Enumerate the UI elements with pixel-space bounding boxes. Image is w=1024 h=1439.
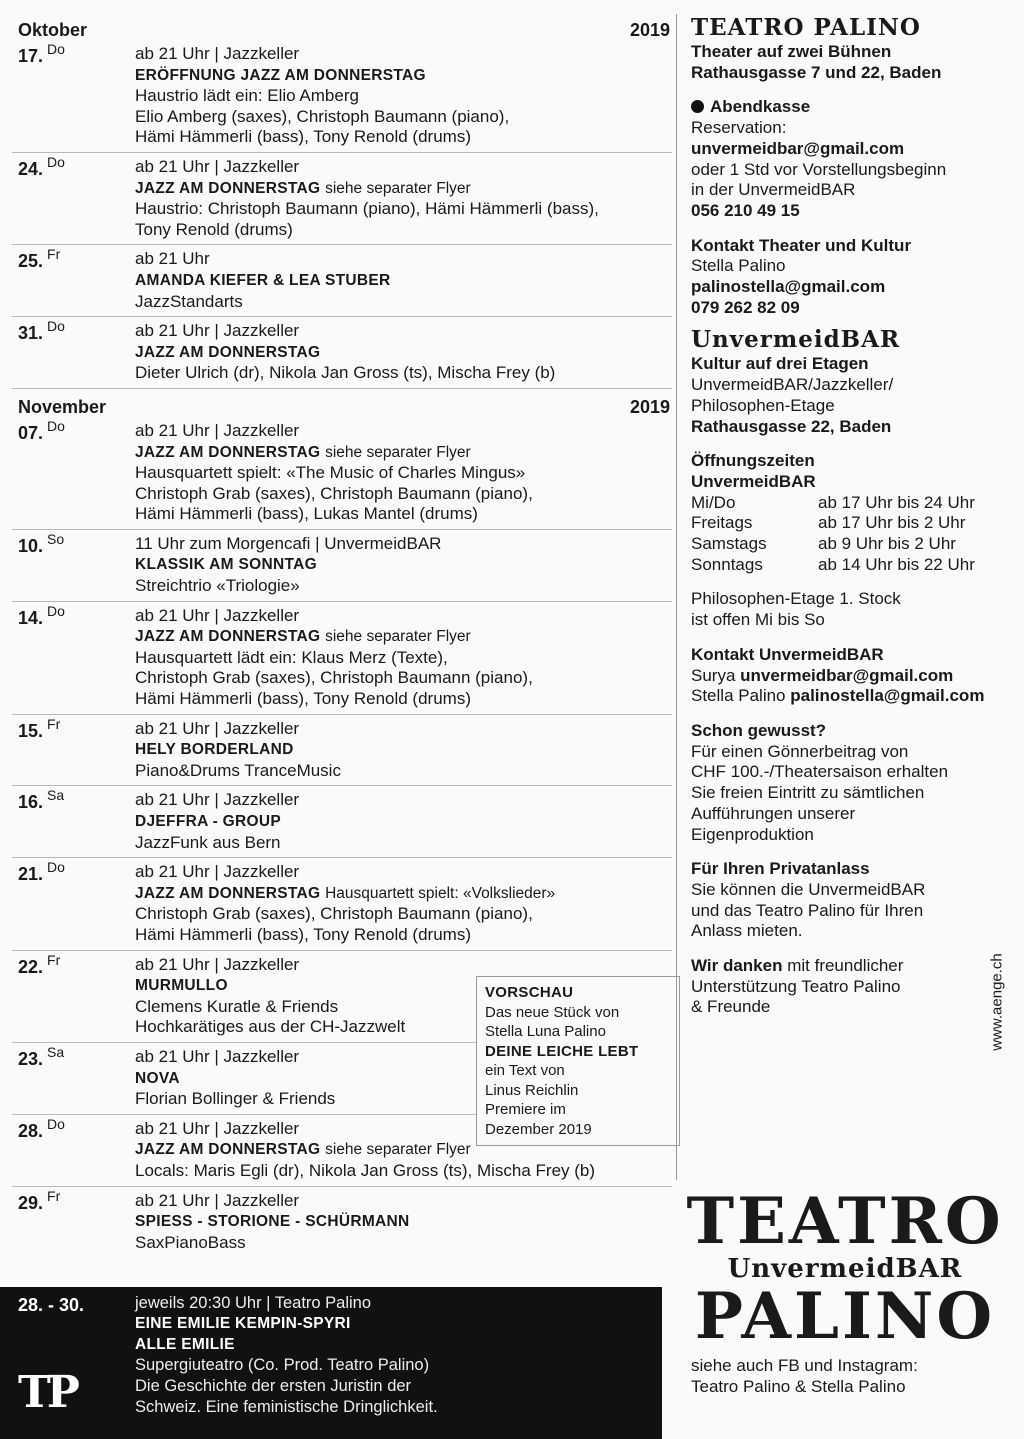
event-date (18, 1043, 65, 1070)
event-time-venue: ab 21 Uhr | Jazzkeller (135, 1118, 300, 1138)
hours-row: Sonntags ab 14 Uhr bis 22 Uhr (691, 554, 975, 574)
event-detail: Tony Renold (drums) (135, 219, 293, 239)
special-time: jeweils 20:30 Uhr | Teatro Palino (135, 1294, 372, 1312)
event-detail: Hausquartett spielt: «The Music of Charles Mingus» (135, 463, 526, 483)
preview-line: Dezember 2019 (485, 1120, 592, 1138)
event-time-venue: ab 21 Uhr | Jazzkeller (135, 954, 300, 974)
event-body (135, 44, 672, 148)
event-body (135, 534, 672, 597)
reservation-label: Reservation: (691, 118, 787, 138)
event-weekday: Sa (47, 1043, 65, 1060)
event-date (18, 246, 61, 272)
reservation-phone[interactable]: 056 210 49 15 (691, 200, 800, 220)
event-day: 25. (18, 251, 44, 272)
event-detail: Christoph Grab (saxes), Christoph Baumann (piano), (135, 483, 533, 503)
event-weekday: Sa (47, 787, 65, 804)
event-row (12, 417, 672, 530)
event-time-venue: ab 21 Uhr | Jazzkeller (135, 1190, 300, 1210)
event-time-venue: ab 21 Uhr | Jazzkeller (135, 790, 300, 810)
thanks-line: & Freunde (691, 997, 771, 1017)
logo-line: TEATRO (686, 1184, 1004, 1259)
logo-line: UnvermeidBAR (727, 1254, 963, 1284)
special-event-box (0, 1287, 662, 1439)
event-time-venue: ab 21 Uhr | Jazzkeller (135, 1046, 300, 1066)
event-date (18, 859, 65, 885)
event-body (135, 719, 672, 782)
event-title-line (135, 1211, 672, 1233)
event-title: HELY BORDERLAND (135, 741, 294, 759)
contact-name: Stella Palino (691, 256, 786, 276)
event-note: Hausquartett spielt: «Volkslieder» (325, 884, 556, 902)
event-day: 14. (18, 607, 44, 628)
bar-contact-heading: Kontakt UnvermeidBAR (691, 644, 884, 664)
event-weekday: Fr (47, 1187, 61, 1204)
bar-subtitle: Kultur auf drei Etagen (691, 354, 869, 374)
event-title: ERÖFFNUNG JAZZ AM DONNERSTAG (135, 66, 426, 84)
event-title: NOVA (135, 1069, 180, 1087)
month-name: Oktober (18, 20, 88, 40)
preview-line: Premiere im (485, 1101, 566, 1118)
theater-address: Rathausgasse 7 und 22, Baden (691, 62, 942, 82)
event-time-venue: ab 21 Uhr (135, 249, 210, 269)
private-line: und das Teatro Palino für Ihren (691, 900, 924, 920)
event-detail: JazzFunk aus Bern (135, 832, 281, 852)
event-title-line (135, 626, 672, 648)
hours-row: Mi/Do ab 17 Uhr bis 24 Uhr (691, 492, 975, 512)
preview-heading: VORSCHAU (485, 984, 574, 1001)
event-title: SPIESS - STORIONE - SCHÜRMANN (135, 1213, 410, 1231)
event-row (12, 40, 672, 153)
tp-logo: TP (18, 1367, 76, 1418)
event-date (18, 787, 65, 813)
event-day: 22. (18, 956, 44, 977)
etage-line: Philosophen-Etage 1. Stock (691, 589, 901, 609)
hours-row: Freitags ab 17 Uhr bis 2 Uhr (691, 513, 966, 533)
event-note: siehe separater Flyer (325, 628, 471, 646)
event-weekday: Do (47, 318, 65, 335)
special-title-1: EINE EMILIE KEMPIN-SPYRI (135, 1314, 351, 1332)
event-detail: Hochkarätiges aus der CH-Jazzwelt (135, 1017, 406, 1037)
event-row (12, 1187, 672, 1258)
event-weekday: Do (47, 859, 65, 876)
bar-contact-email[interactable]: palinostella@gmail.com (790, 686, 985, 706)
known-line: Für einen Gönnerbeitrag von (691, 741, 909, 761)
event-title: JAZZ AM DONNERSTAG (135, 884, 321, 902)
event-time-venue: ab 21 Uhr | Jazzkeller (135, 321, 300, 341)
event-day: 24. (18, 158, 44, 179)
event-time-venue: ab 21 Uhr | Jazzkeller (135, 862, 300, 882)
event-title: JAZZ AM DONNERSTAG (135, 443, 321, 461)
event-day: 21. (18, 864, 44, 885)
preview-line: Stella Luna Palino (485, 1023, 606, 1040)
event-weekday: Do (47, 417, 65, 434)
event-weekday: Fr (47, 951, 61, 968)
private-heading: Für Ihren Privatanlass (691, 859, 870, 879)
abendkasse-heading: Abendkasse (691, 97, 1011, 118)
event-title-line (135, 554, 672, 576)
event-detail: Hämi Hämmerli (bass), Lukas Mantel (drums) (135, 504, 478, 524)
event-day: 07. (18, 422, 44, 443)
event-row (12, 317, 672, 389)
event-weekday: So (47, 530, 65, 547)
event-time-venue: ab 21 Uhr | Jazzkeller (135, 420, 300, 440)
event-day: 17. (18, 46, 44, 66)
month-name: November (18, 396, 107, 417)
event-day: 10. (18, 535, 44, 556)
event-time-venue: ab 21 Uhr | Jazzkeller (135, 605, 300, 625)
teatro-palino-logo (680, 1184, 1010, 1354)
event-row (12, 530, 672, 602)
event-date (18, 715, 61, 742)
event-title: JAZZ AM DONNERSTAG (135, 628, 321, 646)
preview-line: Das neue Stück von (485, 1003, 620, 1021)
special-title-2: ALLE EMILIE (135, 1335, 235, 1353)
event-weekday: Fr (47, 246, 61, 263)
special-line: Schweiz. Eine feministische Dringlichkeit. (135, 1397, 438, 1416)
event-time-venue: 11 Uhr zum Morgencafi | UnvermeidBAR (135, 533, 442, 553)
month-header-november (12, 391, 672, 417)
event-date (18, 153, 65, 180)
event-weekday: Do (47, 1115, 65, 1132)
event-title-line (135, 442, 672, 464)
month-year: 2019 (629, 20, 670, 40)
event-title: AMANDA KIEFER & LEA STUBER (135, 271, 391, 289)
event-body (135, 421, 672, 525)
preview-line: Linus Reichlin (485, 1081, 579, 1099)
theater-name: TEATRO PALINO (691, 14, 921, 41)
private-line: Sie können die UnvermeidBAR (691, 879, 926, 899)
event-detail: Streichtrio «Triologie» (135, 576, 300, 596)
contact-heading: Kontakt Theater und Kultur (691, 235, 912, 255)
event-title: JAZZ AM DONNERSTAG (135, 1141, 321, 1159)
event-body (135, 321, 672, 384)
event-weekday: Fr (47, 715, 61, 732)
event-title: JAZZ AM DONNERSTAG (135, 343, 321, 361)
column-divider (676, 14, 677, 1180)
event-detail: Haustrio lädt ein: Elio Amberg (135, 86, 359, 106)
social-info (691, 1356, 918, 1397)
event-detail: Clemens Kuratle & Friends (135, 996, 339, 1016)
special-body (135, 1293, 438, 1418)
event-title: DJEFFRA - GROUP (135, 813, 282, 830)
event-note: siehe separater Flyer (325, 443, 471, 461)
logo-line: PALINO (694, 1279, 996, 1354)
special-date: 28. - 30. (18, 1295, 85, 1315)
event-row (12, 153, 672, 245)
event-date (18, 1187, 61, 1214)
bar-address: Rathausgasse 22, Baden (691, 416, 892, 436)
thanks-line: Wir danken mit freundlicher (691, 956, 904, 976)
event-weekday: Do (47, 41, 65, 57)
event-detail: Dieter Ulrich (dr), Nikola Jan Gross (ts), Mischa Frey (b) (135, 363, 556, 383)
event-detail: Hämi Hämmerli (bass), Tony Renold (drums) (135, 127, 471, 147)
bar-line: Philosophen-Etage (691, 395, 835, 415)
event-title: MURMULLO (135, 977, 228, 995)
event-weekday: Do (47, 153, 65, 170)
hours-subheading: UnvermeidBAR (691, 471, 816, 491)
event-date (18, 602, 65, 629)
event-day: 28. (18, 1120, 44, 1141)
known-line: CHF 100.-/Theatersaison erhalten (691, 762, 949, 782)
preview-play-title: DEINE LEICHE LEBT (485, 1042, 639, 1060)
event-list-oktober (12, 40, 672, 389)
event-day: 29. (18, 1192, 44, 1213)
event-detail: Haustrio: Christoph Baumann (piano), Hämi Hämmerli (bass), (135, 199, 599, 219)
event-row (12, 602, 672, 715)
reservation-line: in der UnvermeidBAR (691, 180, 856, 200)
event-time-venue: ab 21 Uhr | Jazzkeller (135, 718, 300, 738)
event-detail: Elio Amberg (saxes), Christoph Baumann (piano), (135, 106, 510, 126)
social-line: Teatro Palino & Stella Palino (691, 1376, 906, 1396)
bar-contact-email[interactable]: unvermeidbar@gmail.com (740, 665, 954, 685)
event-detail: Hämi Hämmerli (bass), Tony Renold (drums) (135, 689, 471, 709)
preview-box (476, 976, 680, 1146)
contact-email[interactable]: palinostella@gmail.com (691, 277, 886, 297)
special-line: Die Geschichte der ersten Juristin der (135, 1377, 412, 1396)
event-body (135, 249, 672, 312)
bullet-dot-icon (691, 100, 704, 113)
event-day: 15. (18, 720, 44, 741)
known-heading: Schon gewusst? (691, 720, 827, 740)
event-detail: Christoph Grab (saxes), Christoph Baumann (piano), (135, 904, 533, 924)
event-body (135, 790, 672, 853)
event-detail: Piano&Drums TranceMusic (135, 760, 341, 780)
website-label[interactable]: www.aenge.ch (988, 953, 1006, 1051)
event-date (18, 417, 65, 444)
event-note: siehe separater Flyer (325, 179, 471, 197)
event-day: 23. (18, 1048, 44, 1069)
special-line: Supergiuteatro (Co. Prod. Teatro Palino) (135, 1356, 430, 1375)
event-detail: Hausquartett lädt ein: Klaus Merz (Texte), (135, 647, 448, 667)
event-body (135, 606, 672, 710)
event-row (12, 715, 672, 787)
event-detail: JazzStandarts (135, 291, 243, 311)
event-detail: SaxPianoBass (135, 1232, 246, 1252)
event-body (135, 862, 672, 945)
month-year: 2019 (629, 396, 670, 417)
contact-phone[interactable]: 079 262 82 09 (691, 297, 800, 317)
event-body (135, 157, 672, 240)
social-line: siehe auch FB und Instagram: (691, 1356, 918, 1375)
bar-contact-row: Surya unvermeidbar@gmail.com (691, 665, 954, 685)
event-date (18, 1115, 65, 1142)
known-line: Aufführungen unserer (691, 803, 856, 823)
bar-contact-row: Stella Palino palinostella@gmail.com (691, 686, 985, 706)
event-title-line (135, 811, 672, 833)
event-day: 16. (18, 792, 44, 813)
info-column (691, 14, 1011, 1018)
known-line: Sie freien Eintritt zu sämtlichen (691, 783, 925, 803)
event-detail: Hämi Hämmerli (bass), Tony Renold (drums) (135, 924, 471, 944)
known-line: Eigenproduktion (691, 824, 814, 844)
hours-row: Samstags ab 9 Uhr bis 2 Uhr (691, 534, 956, 554)
event-time-venue: ab 21 Uhr | Jazzkeller (135, 156, 300, 176)
event-title-line (135, 883, 672, 905)
thanks-line: Unterstützung Teatro Palino (691, 976, 901, 996)
event-detail: Florian Bollinger & Friends (135, 1089, 336, 1109)
event-title: JAZZ AM DONNERSTAG (135, 179, 321, 197)
event-day: 31. (18, 323, 44, 344)
event-row (12, 786, 672, 858)
event-date (18, 318, 65, 344)
event-body (135, 1191, 672, 1254)
event-row (12, 245, 672, 317)
event-title-line (135, 739, 672, 761)
reservation-line: oder 1 Std vor Vorstellungsbeginn (691, 159, 947, 179)
event-date (18, 41, 65, 67)
event-date (18, 530, 65, 557)
etage-line: ist offen Mi bis So (691, 610, 825, 630)
month-header-oktober (12, 14, 672, 40)
reservation-email[interactable]: unvermeidbar@gmail.com (691, 138, 905, 158)
theater-subtitle: Theater auf zwei Bühnen (691, 42, 892, 61)
bar-name: UnvermeidBAR (691, 326, 901, 354)
hours-heading: Öffnungszeiten (691, 451, 815, 471)
event-time-venue: ab 21 Uhr | Jazzkeller (135, 44, 300, 63)
bar-line: UnvermeidBAR/Jazzkeller/ (691, 375, 894, 395)
event-title-line (135, 270, 672, 292)
private-line: Anlass mieten. (691, 921, 803, 941)
event-detail: Christoph Grab (saxes), Christoph Baumann (piano), (135, 668, 533, 688)
event-row (12, 858, 672, 950)
event-detail: Locals: Maris Egli (dr), Nikola Jan Gross (ts), Mischa Frey (b) (135, 1160, 596, 1180)
event-weekday: Do (47, 602, 65, 619)
event-date (18, 951, 61, 978)
event-note: siehe separater Flyer (325, 1141, 471, 1159)
preview-line: ein Text von (485, 1062, 565, 1079)
event-title-line (135, 65, 672, 87)
event-title-line (135, 342, 672, 364)
event-title: KLASSIK AM SONNTAG (135, 556, 317, 574)
event-title-line (135, 178, 672, 200)
